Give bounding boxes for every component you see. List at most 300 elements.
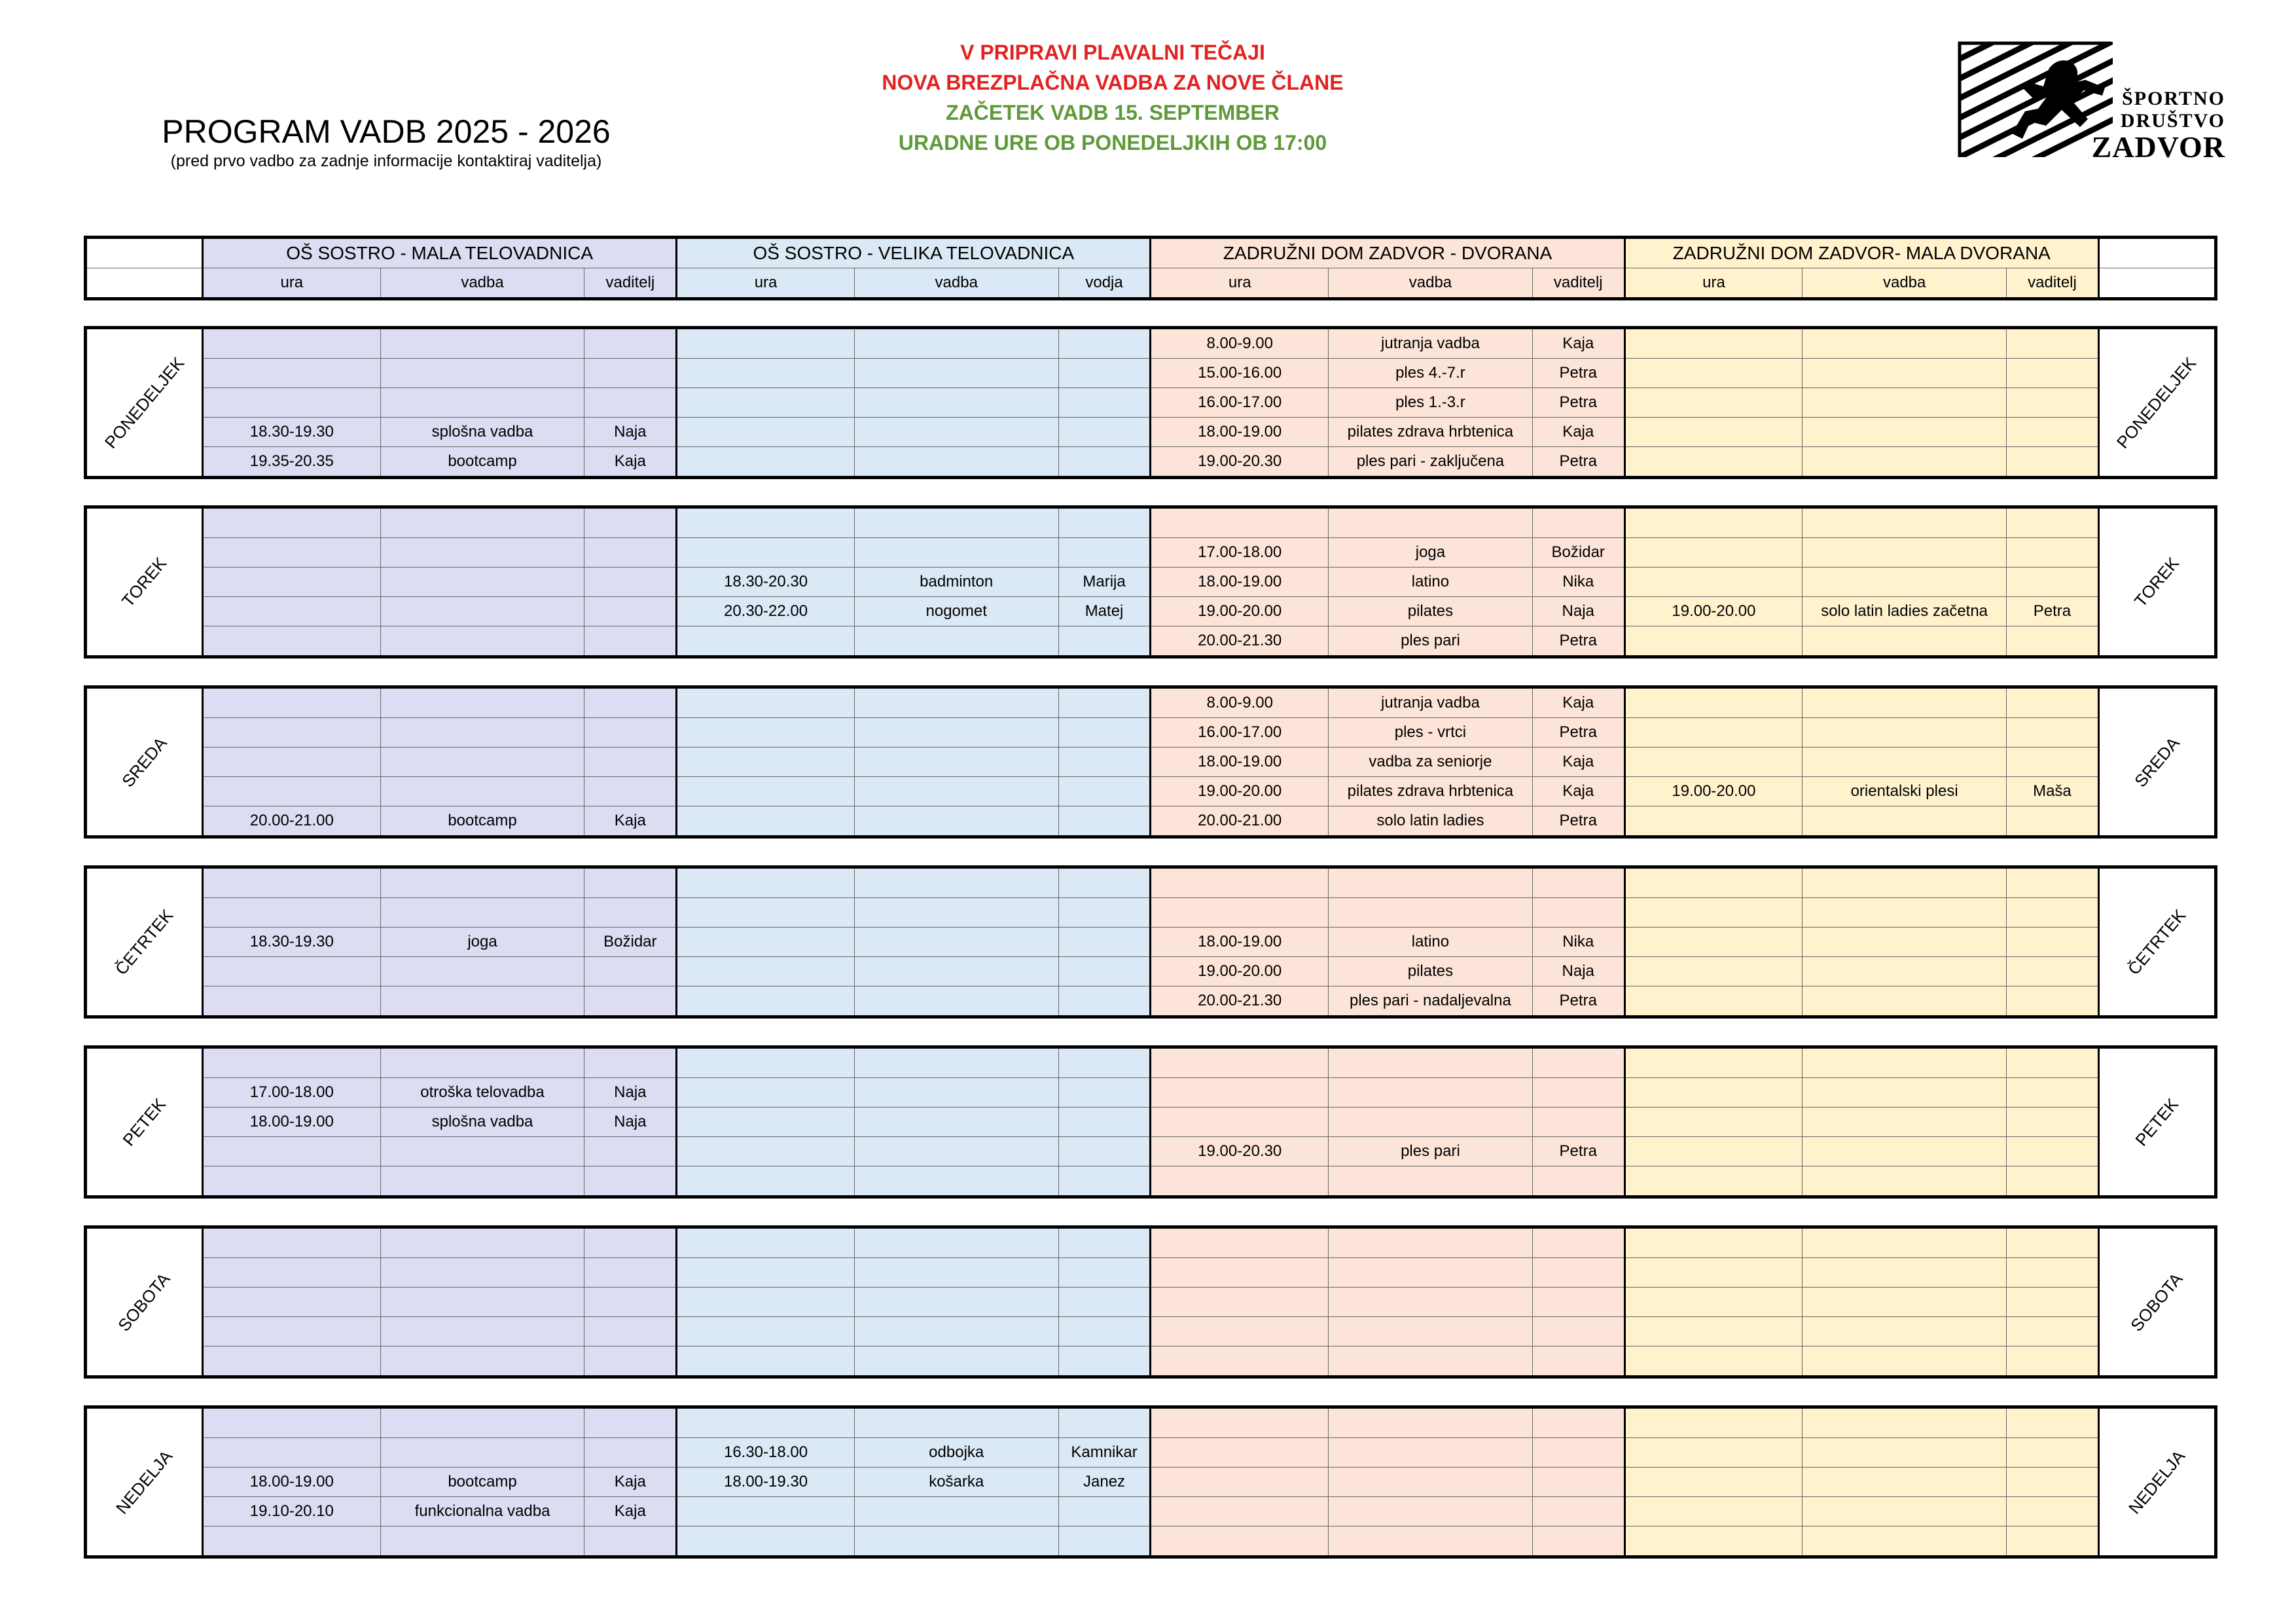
schedule-row — [86, 1407, 2216, 1438]
cell-activity: ples pari - zaključena — [1329, 447, 1533, 478]
cell-time: 18.30-19.30 — [203, 418, 381, 447]
cell-instructor: Božidar — [584, 928, 677, 957]
cell-instructor — [1532, 898, 1624, 928]
cell-time — [1151, 1166, 1329, 1197]
day-block — [84, 1225, 2217, 1379]
cell-instructor — [584, 1047, 677, 1078]
cell-activity: pilates zdrava hrbtenica — [1329, 777, 1533, 806]
schedule-row — [86, 538, 2216, 568]
column-header: vadba — [1329, 268, 1533, 299]
venue-name-row — [86, 238, 2216, 268]
day-block — [84, 1045, 2217, 1199]
cell-instructor: Matej — [1058, 597, 1151, 626]
cell-time — [1151, 1407, 1329, 1438]
cell-time — [677, 777, 855, 806]
cell-time — [1624, 1497, 1803, 1526]
schedule-row — [86, 1526, 2216, 1557]
cell-time: 19.35-20.35 — [203, 447, 381, 478]
cell-instructor — [2007, 1468, 2099, 1497]
cell-instructor — [584, 898, 677, 928]
cell-time — [677, 748, 855, 777]
cell-time — [1624, 718, 1803, 748]
cell-time — [677, 359, 855, 388]
cell-activity — [1329, 1258, 1533, 1288]
cell-instructor — [2007, 867, 2099, 898]
cell-instructor — [584, 1258, 677, 1288]
cell-time — [203, 1288, 381, 1317]
cell-time — [677, 1497, 855, 1526]
cell-instructor — [584, 507, 677, 538]
cell-activity: odbojka — [854, 1438, 1058, 1468]
cell-instructor — [2007, 928, 2099, 957]
cell-time — [203, 867, 381, 898]
cell-instructor: Naja — [584, 1078, 677, 1108]
cell-time — [1151, 898, 1329, 928]
cell-instructor — [1058, 687, 1151, 718]
cell-activity — [1329, 1108, 1533, 1137]
schedule-row — [86, 1497, 2216, 1526]
cell-time — [1151, 1317, 1329, 1346]
cell-instructor — [2007, 1438, 2099, 1468]
cell-instructor — [1532, 1288, 1624, 1317]
cell-time — [1624, 418, 1803, 447]
cell-time — [203, 957, 381, 986]
cell-activity — [380, 626, 584, 657]
cell-activity: ples pari — [1329, 626, 1533, 657]
cell-instructor: Petra — [2007, 597, 2099, 626]
cell-activity — [1329, 1047, 1533, 1078]
cell-instructor: Naja — [1532, 597, 1624, 626]
cell-activity — [854, 388, 1058, 418]
cell-time: 16.00-17.00 — [1151, 718, 1329, 748]
cell-time — [1624, 806, 1803, 837]
cell-instructor — [2007, 418, 2099, 447]
cell-time: 19.00-20.30 — [1151, 1137, 1329, 1166]
cell-time — [1624, 986, 1803, 1017]
day-name: PETEK — [118, 1094, 170, 1149]
cell-activity: ples 4.-7.r — [1329, 359, 1533, 388]
cell-instructor — [2007, 328, 2099, 359]
cell-time — [1624, 1078, 1803, 1108]
schedule-row — [86, 867, 2216, 898]
cell-activity — [1329, 867, 1533, 898]
day-name: SOBOTA — [2126, 1269, 2187, 1335]
cell-time — [677, 507, 855, 538]
cell-instructor — [1532, 1227, 1624, 1258]
day-label-left — [86, 687, 203, 837]
cell-activity — [1803, 447, 2007, 478]
schedule-row — [86, 1468, 2216, 1497]
cell-activity — [1329, 898, 1533, 928]
cell-time — [1624, 568, 1803, 597]
cell-instructor: Petra — [1532, 359, 1624, 388]
cell-instructor — [584, 388, 677, 418]
cell-instructor: Petra — [1532, 447, 1624, 478]
cell-instructor — [2007, 538, 2099, 568]
cell-time — [203, 1258, 381, 1288]
cell-time — [203, 1526, 381, 1557]
cell-instructor: Božidar — [1532, 538, 1624, 568]
cell-activity: orientalski plesi — [1803, 777, 2007, 806]
cell-activity — [854, 1407, 1058, 1438]
cell-instructor — [1532, 1407, 1624, 1438]
day-label-right — [2098, 1047, 2215, 1197]
cell-activity: bootcamp — [380, 806, 584, 837]
schedule-row — [86, 447, 2216, 478]
cell-activity: latino — [1329, 568, 1533, 597]
schedule-row — [86, 1438, 2216, 1468]
cell-instructor — [2007, 1526, 2099, 1557]
cell-instructor — [2007, 388, 2099, 418]
cell-activity: košarka — [854, 1468, 1058, 1497]
cell-activity — [1803, 1137, 2007, 1166]
cell-activity — [380, 718, 584, 748]
cell-time — [677, 1047, 855, 1078]
cell-activity — [380, 1438, 584, 1468]
cell-activity: bootcamp — [380, 447, 584, 478]
cell-time: 18.00-19.00 — [203, 1108, 381, 1137]
cell-activity — [1803, 359, 2007, 388]
cell-time — [1624, 898, 1803, 928]
cell-instructor — [1532, 1258, 1624, 1288]
cell-activity — [380, 1137, 584, 1166]
day-name: TOREK — [117, 552, 171, 611]
cell-activity — [854, 1166, 1058, 1197]
cell-time — [1624, 1227, 1803, 1258]
cell-time — [203, 986, 381, 1017]
cell-time — [677, 626, 855, 657]
cell-time: 19.10-20.10 — [203, 1497, 381, 1526]
cell-activity — [854, 538, 1058, 568]
cell-activity — [854, 687, 1058, 718]
cell-time — [677, 1258, 855, 1288]
cell-activity: jutranja vadba — [1329, 328, 1533, 359]
cell-time — [677, 1137, 855, 1166]
cell-activity — [1803, 1108, 2007, 1137]
notice-line-1: V PRIPRAVI PLAVALNI TEČAJI — [960, 41, 1265, 64]
cell-activity — [1803, 687, 2007, 718]
cell-instructor — [584, 867, 677, 898]
cell-time — [677, 388, 855, 418]
cell-activity — [854, 867, 1058, 898]
cell-instructor: Petra — [1532, 986, 1624, 1017]
cell-activity: splošna vadba — [380, 418, 584, 447]
cell-time — [677, 1078, 855, 1108]
cell-activity: solo latin ladies — [1329, 806, 1533, 837]
cell-time: 18.00-19.00 — [1151, 928, 1329, 957]
cell-time: 18.00-19.00 — [203, 1468, 381, 1497]
cell-time — [677, 986, 855, 1017]
cell-activity — [380, 1317, 584, 1346]
cell-time — [677, 1407, 855, 1438]
header-corner-left — [86, 268, 203, 299]
cell-instructor — [2007, 687, 2099, 718]
cell-time — [1151, 1346, 1329, 1377]
cell-instructor — [1532, 867, 1624, 898]
day-block — [84, 685, 2217, 839]
cell-instructor — [2007, 1227, 2099, 1258]
schedule-row — [86, 388, 2216, 418]
cell-activity — [854, 1047, 1058, 1078]
cell-time: 15.00-16.00 — [1151, 359, 1329, 388]
day-block — [84, 865, 2217, 1019]
cell-instructor — [1058, 447, 1151, 478]
schedule-row — [86, 986, 2216, 1017]
logo-text-drustvo: DRUŠTVO — [2120, 110, 2225, 132]
cell-time — [203, 748, 381, 777]
cell-activity — [380, 1526, 584, 1557]
cell-activity — [854, 1526, 1058, 1557]
day-name: NEDELJA — [2124, 1446, 2189, 1518]
cell-time — [677, 957, 855, 986]
cell-activity — [1329, 1468, 1533, 1497]
cell-time — [1151, 1078, 1329, 1108]
cell-instructor — [2007, 898, 2099, 928]
cell-activity — [1803, 1078, 2007, 1108]
cell-activity — [1803, 1346, 2007, 1377]
day-block — [84, 326, 2217, 479]
cell-instructor — [2007, 1258, 2099, 1288]
cell-time — [1151, 1497, 1329, 1526]
cell-time — [203, 718, 381, 748]
cell-activity — [380, 1258, 584, 1288]
schedule-row — [86, 1317, 2216, 1346]
column-header: vadba — [380, 268, 584, 299]
notice-line-2: NOVA BREZPLAČNA VADBA ZA NOVE ČLANE — [882, 71, 1344, 94]
cell-time — [1624, 507, 1803, 538]
cell-activity — [1803, 626, 2007, 657]
cell-instructor — [1058, 867, 1151, 898]
cell-instructor — [1058, 328, 1151, 359]
cell-instructor: Kaja — [584, 447, 677, 478]
schedule-row — [86, 1227, 2216, 1258]
cell-time — [677, 538, 855, 568]
cell-activity — [1803, 1438, 2007, 1468]
cell-instructor: Kaja — [1532, 418, 1624, 447]
cell-activity — [1803, 1497, 2007, 1526]
cell-activity — [380, 1346, 584, 1377]
cell-time: 19.00-20.30 — [1151, 447, 1329, 478]
cell-activity — [1329, 1438, 1533, 1468]
cell-instructor — [2007, 806, 2099, 837]
header-corner-left — [86, 238, 203, 268]
cell-activity: bootcamp — [380, 1468, 584, 1497]
schedule-row — [86, 568, 2216, 597]
cell-activity — [1803, 1227, 2007, 1258]
cell-time — [1624, 867, 1803, 898]
cell-instructor — [2007, 1346, 2099, 1377]
cell-time — [1151, 1468, 1329, 1497]
day-name: SREDA — [2130, 732, 2183, 791]
cell-instructor — [1058, 748, 1151, 777]
day-name: PONEDELJEK — [2113, 353, 2200, 452]
cell-time: 17.00-18.00 — [1151, 538, 1329, 568]
cell-time — [203, 1137, 381, 1166]
cell-time: 16.00-17.00 — [1151, 388, 1329, 418]
cell-time: 18.00-19.00 — [1151, 568, 1329, 597]
cell-instructor — [1058, 359, 1151, 388]
cell-time — [1624, 1526, 1803, 1557]
cell-activity — [1803, 507, 2007, 538]
cell-time — [203, 1346, 381, 1377]
cell-time — [1624, 1258, 1803, 1288]
cell-time: 18.00-19.00 — [1151, 748, 1329, 777]
cell-time — [1151, 1288, 1329, 1317]
cell-time: 17.00-18.00 — [203, 1078, 381, 1108]
cell-instructor — [584, 597, 677, 626]
cell-activity — [854, 777, 1058, 806]
cell-activity — [1803, 568, 2007, 597]
schedule-row — [86, 718, 2216, 748]
cell-activity — [1803, 1526, 2007, 1557]
cell-instructor: Janez — [1058, 1468, 1151, 1497]
cell-activity — [1803, 898, 2007, 928]
cell-time — [1624, 359, 1803, 388]
cell-time — [203, 538, 381, 568]
day-label-right — [2098, 687, 2215, 837]
cell-time — [1151, 867, 1329, 898]
day-label-left — [86, 1407, 203, 1557]
cell-instructor — [1058, 418, 1151, 447]
cell-time — [203, 1227, 381, 1258]
schedule-row — [86, 418, 2216, 447]
cell-time — [1624, 1317, 1803, 1346]
cell-time — [203, 898, 381, 928]
cell-time — [677, 1346, 855, 1377]
cell-time — [203, 568, 381, 597]
cell-instructor: Naja — [1532, 957, 1624, 986]
column-header: vadba — [854, 268, 1058, 299]
cell-time — [1151, 1047, 1329, 1078]
cell-activity — [380, 898, 584, 928]
header-corner-right — [2098, 268, 2215, 299]
cell-activity — [1329, 1078, 1533, 1108]
cell-instructor — [2007, 1047, 2099, 1078]
cell-time: 18.30-19.30 — [203, 928, 381, 957]
day-label-left — [86, 507, 203, 657]
cell-activity — [380, 359, 584, 388]
cell-instructor — [584, 718, 677, 748]
cell-instructor — [584, 538, 677, 568]
cell-instructor — [584, 328, 677, 359]
cell-instructor: Kaja — [1532, 328, 1624, 359]
cell-instructor — [1532, 1317, 1624, 1346]
cell-activity: nogomet — [854, 597, 1058, 626]
cell-activity — [854, 718, 1058, 748]
cell-instructor: Maša — [2007, 777, 2099, 806]
page-subtitle: (pred prvo vadbo za zadnje informacije kontaktiraj vaditelja) — [170, 152, 602, 170]
cell-time — [1624, 388, 1803, 418]
cell-activity — [1803, 1166, 2007, 1197]
cell-activity: funkcionalna vadba — [380, 1497, 584, 1526]
cell-instructor: Kaja — [584, 1468, 677, 1497]
schedule-row — [86, 1258, 2216, 1288]
cell-activity — [854, 1258, 1058, 1288]
cell-time — [677, 867, 855, 898]
cell-activity — [1803, 986, 2007, 1017]
cell-activity — [1329, 1317, 1533, 1346]
column-header: vaditelj — [2007, 268, 2099, 299]
cell-activity — [854, 957, 1058, 986]
cell-instructor — [1532, 1468, 1624, 1497]
cell-time — [677, 418, 855, 447]
cell-instructor — [584, 1407, 677, 1438]
cell-time — [203, 507, 381, 538]
column-header: vodja — [1058, 268, 1151, 299]
cell-time — [1624, 748, 1803, 777]
cell-instructor — [584, 1346, 677, 1377]
schedule-row — [86, 1346, 2216, 1377]
day-label-left — [86, 328, 203, 478]
cell-instructor: Kaja — [584, 806, 677, 837]
cell-activity — [380, 867, 584, 898]
column-header: ura — [677, 268, 855, 299]
cell-activity — [854, 986, 1058, 1017]
cell-activity: joga — [1329, 538, 1533, 568]
cell-activity — [1803, 748, 2007, 777]
cell-instructor: Petra — [1532, 626, 1624, 657]
cell-time — [1624, 447, 1803, 478]
cell-time — [1151, 1258, 1329, 1288]
cell-activity — [854, 748, 1058, 777]
cell-instructor: Petra — [1532, 388, 1624, 418]
cell-instructor — [1058, 538, 1151, 568]
day-label-right — [2098, 1407, 2215, 1557]
cell-activity — [1803, 1288, 2007, 1317]
runner-logo-icon — [1957, 41, 2114, 158]
cell-instructor — [584, 957, 677, 986]
day-name: SREDA — [117, 732, 171, 791]
cell-instructor: Petra — [1532, 1137, 1624, 1166]
cell-time — [677, 718, 855, 748]
cell-activity — [380, 986, 584, 1017]
cell-activity — [380, 507, 584, 538]
cell-activity — [1803, 1047, 2007, 1078]
cell-instructor — [584, 748, 677, 777]
cell-instructor — [584, 1166, 677, 1197]
schedule-row — [86, 359, 2216, 388]
cell-time — [677, 1108, 855, 1137]
cell-activity — [1803, 1468, 2007, 1497]
cell-activity — [854, 359, 1058, 388]
schedule-row — [86, 748, 2216, 777]
cell-instructor — [2007, 718, 2099, 748]
cell-instructor — [2007, 1288, 2099, 1317]
cell-instructor: Kaja — [584, 1497, 677, 1526]
cell-instructor — [1058, 1137, 1151, 1166]
cell-time — [1624, 328, 1803, 359]
cell-activity — [1329, 507, 1533, 538]
cell-instructor: Naja — [584, 418, 677, 447]
cell-instructor — [1058, 1047, 1151, 1078]
cell-activity — [1329, 1166, 1533, 1197]
cell-activity — [380, 568, 584, 597]
cell-activity: ples pari - nadaljevalna — [1329, 986, 1533, 1017]
cell-time: 16.30-18.00 — [677, 1438, 855, 1468]
cell-activity — [380, 777, 584, 806]
cell-activity — [380, 597, 584, 626]
cell-activity — [854, 328, 1058, 359]
cell-time — [1151, 507, 1329, 538]
cell-instructor — [1058, 626, 1151, 657]
day-label-left — [86, 1047, 203, 1197]
cell-instructor — [1532, 1166, 1624, 1197]
venue-name: OŠ SOSTRO - VELIKA TELOVADNICA — [677, 238, 1151, 268]
cell-time — [203, 388, 381, 418]
venue-name: ZADRUŽNI DOM ZADVOR- MALA DVORANA — [1624, 238, 2098, 268]
cell-time: 18.00-19.00 — [1151, 418, 1329, 447]
column-header: vaditelj — [584, 268, 677, 299]
